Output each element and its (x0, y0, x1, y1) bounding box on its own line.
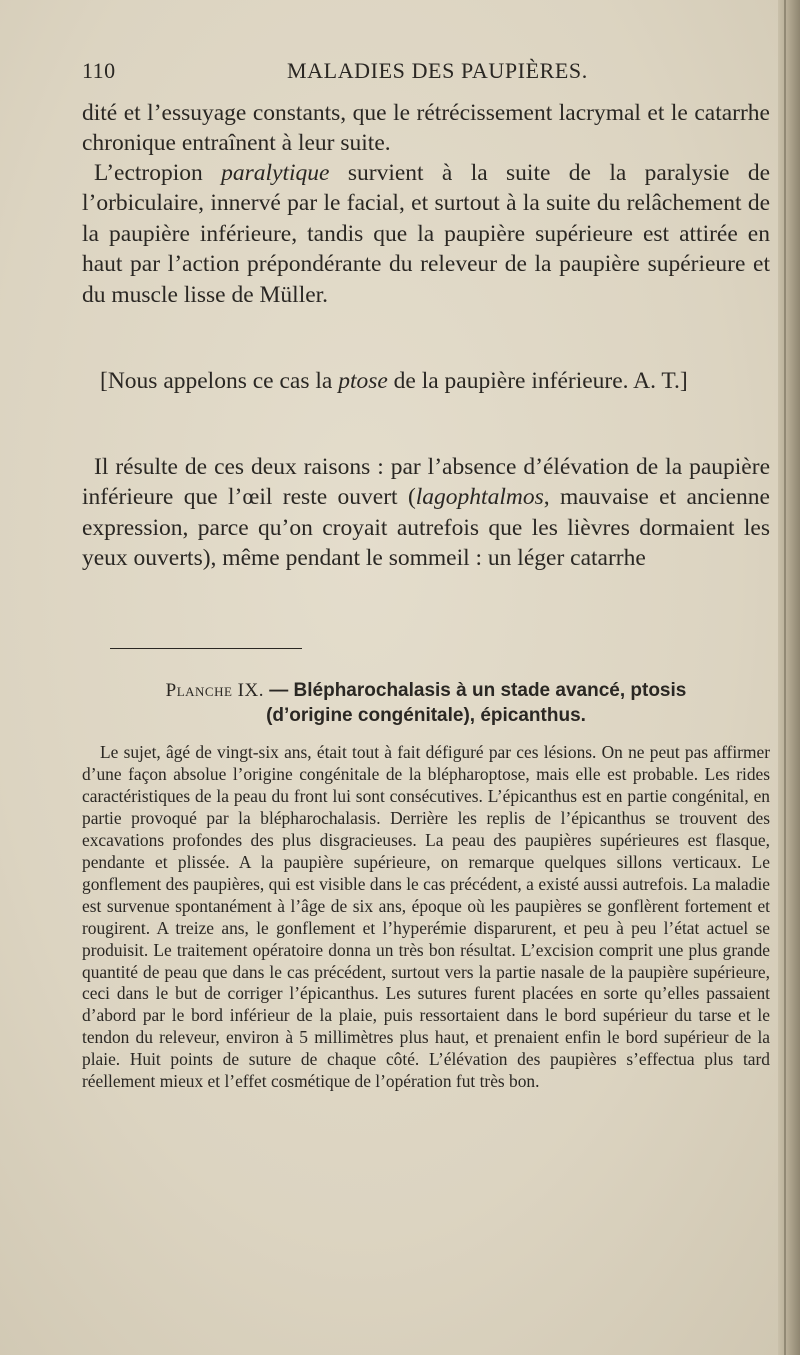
page-edge-line (784, 0, 786, 1355)
paragraph-3-text-b: de la paupière inférieure. A. T.] (387, 368, 688, 394)
page-edge (778, 0, 800, 1355)
running-head: MALADIES DES PAUPIÈRES. (287, 58, 588, 83)
paragraph-3-text-a: [Nous appelons ce cas la (100, 368, 339, 394)
paragraph-4-text-b: , mauvaise et ancienne expression, parce qu’on croyait autrefois que les lièvres dormaient les yeux ouverts), même pendant le sommeil : un léger catarrhe (82, 484, 770, 572)
paragraph-2-text-b: survient à la suite de la paralysie de l’orbiculaire, innervé par le facial, et surtout à la suite du relâchement de la paupière inférieure, tandis que la paupière supérieure est attirée en haut par l’action prépondérante du releveur de la paupière supérieure et du muscle lisse de Müller. (82, 160, 770, 308)
paragraph-4-text-a: Il résulte de ces deux raisons : par l’absence d’élévation de la paupière inférieure que l’œil reste ouvert ( (82, 454, 770, 511)
plate-title-line-2: (d’origine congénitale), épicanthus. (266, 705, 586, 726)
page-header (82, 58, 772, 88)
paragraph-2 (82, 158, 770, 310)
page-number: 110 (82, 58, 116, 83)
paragraph-3 (82, 366, 770, 396)
plate-caption-title (82, 678, 770, 728)
section-divider (110, 648, 302, 649)
paragraph-1 (82, 98, 770, 159)
paragraph-2-italic: paralytique (221, 160, 330, 186)
paragraph-2-text-a: L’ectropion (94, 160, 222, 186)
plate-caption-body: Le sujet, âgé de vingt-six ans, était tout à fait défiguré par ces lésions. On ne peut pas affirmer d’une façon absolue l’origine congénitale de la blépharoptose, mais elle est probable. Les rides caractéristiques de la peau du front lui sont consécutives. L’épicanthus est en partie congénital, en partie provoqué par la blépharochalasis. Derrière les replis de l’épicanthus se trouvent des excavations profondes des plus disgracieuses. La peau des paupières supérieures est flasque, pendante et plissée. A la paupière supérieure, on remarque quelques sillons verticaux. Le gonflement des paupières, qui est visible dans le cas précédent, a existé aussi autrefois. La maladie est survenue spontanément à l’âge de six ans, époque où les paupières se gonflèrent fortement et rougirent. A treize ans, le gonflement et l’hyperémie disparurent, et peu à peu l’état actuel se produisit. Le traitement opératoire donna un très bon résultat. L’excision comprit une plus grande quantité de peau que dans le cas précédent, surtout vers la partie nasale de la paupière supérieure, ceci dans le but de corriger l’épicanthus. Les sutures furent placées en sorte qu’elles passaient d’abord par le bord inférieur de la plaie, puis ressortaient dans le bord supérieur du tarse et le tendon du releveur, environ à 5 millimètres plus haut, et prenaient enfin le bord supérieur de la plaie. Huit points de suture de chaque côté. L’élévation des paupières s’effectua plus tard réellement mieux et l’effet cosmétique de l’opération fut très bon. (82, 742, 770, 1092)
plate-label: Planche IX. (165, 680, 264, 701)
paragraph-3-italic: ptose (338, 368, 388, 394)
paragraph-4 (82, 452, 770, 574)
paragraph-1-text: dité et l’essuyage constants, que le rétrécissement lacrymal et le catarrhe chronique entraînent à leur suite. (82, 100, 770, 157)
plate-title-line-1: — Blépharochalasis à un stade avancé, ptosis (263, 680, 687, 701)
paragraph-4-italic: lagophtalmos (415, 484, 544, 511)
